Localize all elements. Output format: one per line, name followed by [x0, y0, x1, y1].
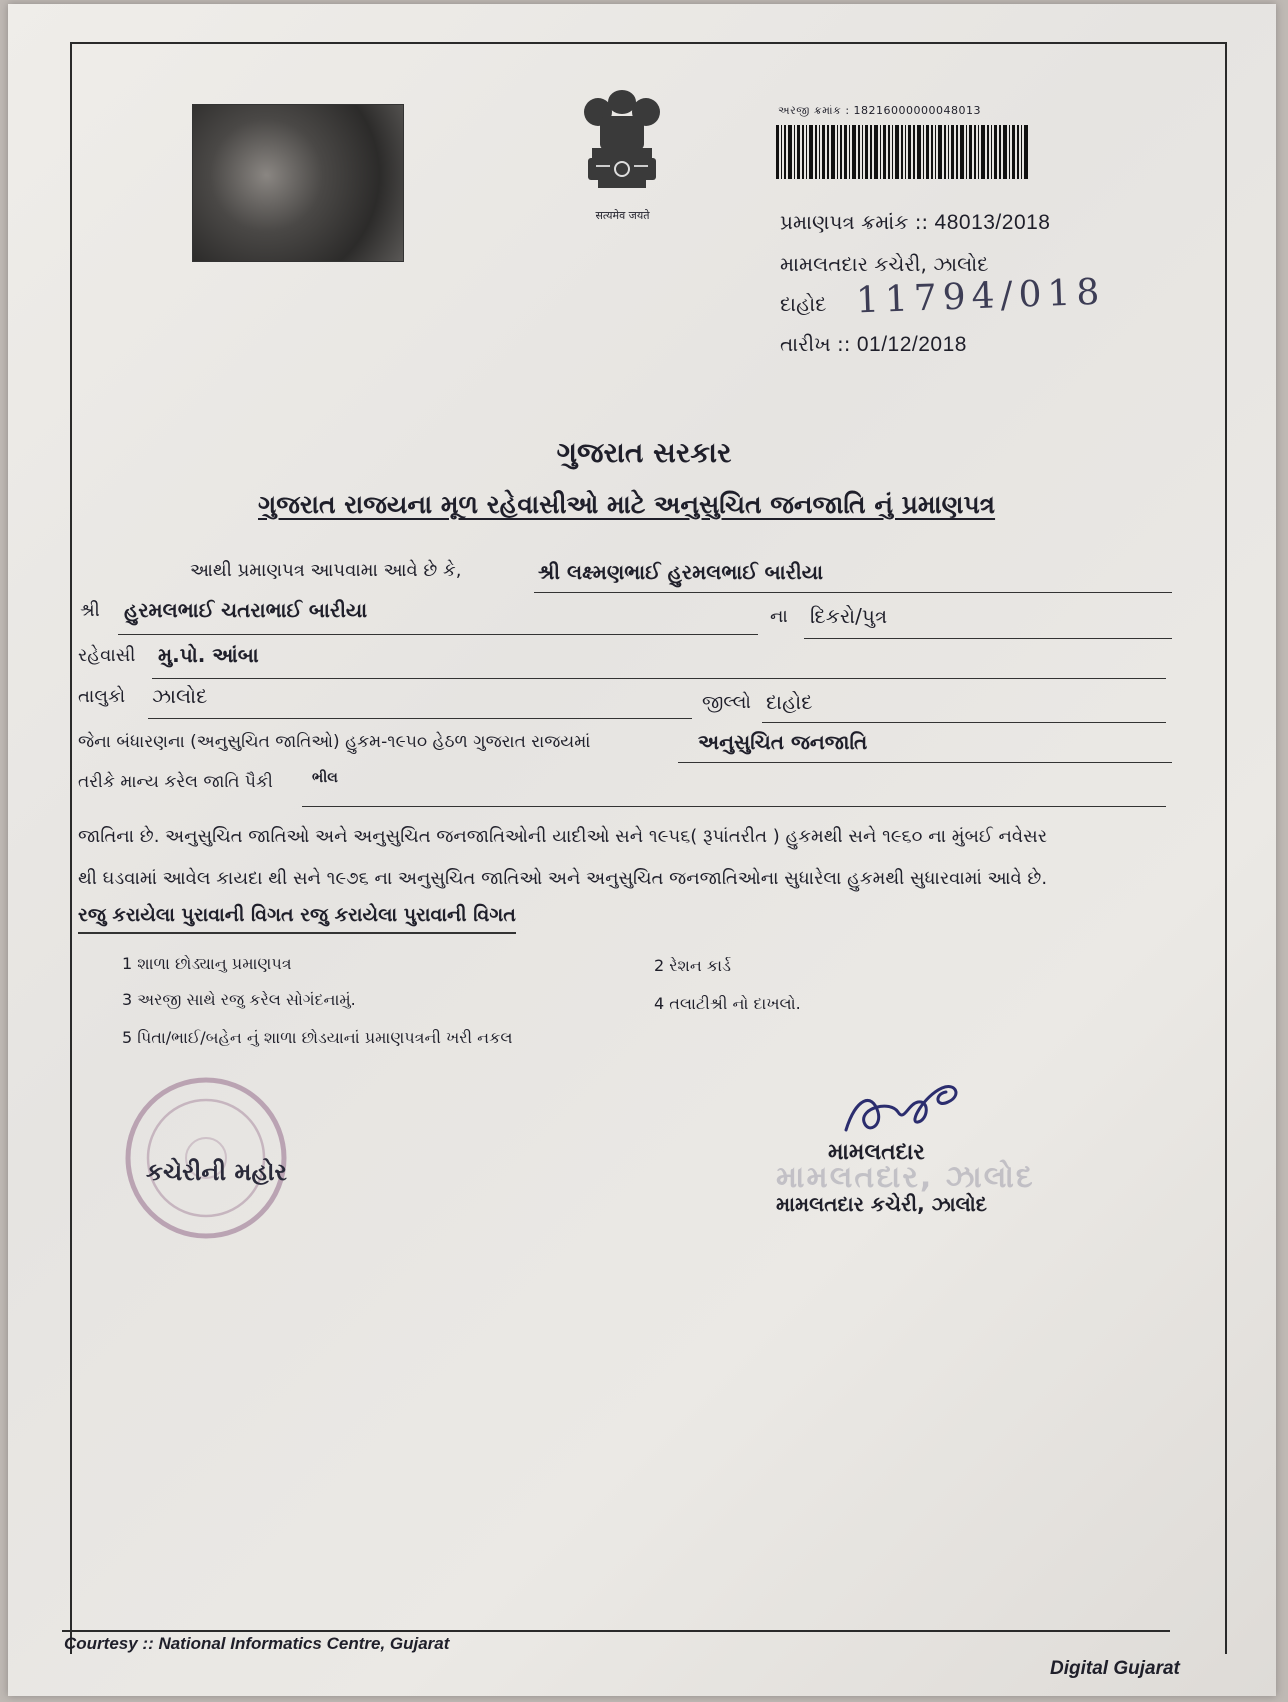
shri-label: શ્રી: [80, 600, 100, 621]
proof-item: 2 રેશન કાર્ડ: [654, 956, 731, 975]
category: અનુસુચિત જનજાતિ: [698, 730, 868, 754]
holder-name-line: [534, 592, 1172, 593]
proof-item: 3 અરજી સાથે રજુ કરેલ સોગંદનામું.: [122, 990, 356, 1009]
legal-paragraph-line-1: જાતિના છે. અનુસુચિત જાતિઓ અને અનુસુચિત જનજાતિઓની યાદીઓ સને ૧૯૫૬( રૂપાંતરીત ) હુકમથી સને ૧૯૬૦ ના મુંબઈ નવેસર: [78, 826, 1048, 847]
dahod-label: દાહોદ: [780, 292, 827, 316]
issue-date: 01/12/2018: [856, 333, 967, 356]
certificate-number: 48013/2018: [934, 211, 1051, 234]
resident-place: મુ.પો. આંબા: [158, 643, 259, 667]
officer-signature: [838, 1078, 968, 1148]
taluka-label: તાલુકો: [78, 686, 126, 707]
district-label: જીલ્લો: [702, 692, 751, 713]
digital-gujarat-label: Digital Gujarat: [1050, 1658, 1180, 1679]
office-seal-label: કચેરીની મહોર: [146, 1158, 287, 1186]
proof-item: 5 પિતા/ભાઈ/બહેન નું શાળા છોડયાનાં પ્રમાણપત્રની ખરી નકલ: [122, 1028, 513, 1047]
national-emblem-icon: [570, 86, 674, 202]
relation: દિકરો/પુત્ર: [810, 604, 888, 628]
relation-line: [804, 638, 1172, 639]
resident-line: [152, 678, 1166, 679]
caste-label: તરીકે માન્ય કરેલ જાતિ પૈકી: [78, 772, 273, 792]
officer-office: મામલતદાર કચેરી, ઝાલોદ: [776, 1192, 987, 1216]
office-line: મામલતદાર કચેરી, ઝાલોદ: [780, 252, 989, 276]
footer-rule: [62, 1630, 1170, 1632]
certificate-number-label: પ્રમાણપત્ર ક્રમાંક ::: [780, 210, 929, 234]
district-line: [762, 722, 1166, 723]
taluka-line: [148, 718, 692, 719]
taluka: ઝાલોદ: [152, 684, 208, 708]
na-label: ના: [770, 606, 788, 627]
category-line: [678, 762, 1172, 763]
father-name-line: [118, 634, 758, 635]
handwritten-inward-number: 11794/018: [855, 271, 1107, 322]
barcode-icon: [776, 125, 1028, 179]
holder-photo: [192, 104, 404, 262]
holder-name: શ્રી લક્ષ્મણભાઈ હુરમલભાઈ બારીયા: [538, 560, 823, 584]
order-text: જેના બંધારણના (અનુસુચિત જાતિઓ) હુકમ-૧૯૫૦ હેઠળ ગુજરાત રાજયમાં: [78, 732, 591, 752]
proof-item: 4 તલાટીશ્રી નો દાખલો.: [654, 994, 801, 1013]
proof-item: 1 શાળા છોડ્યાનુ પ્રમાણપત્ર: [122, 954, 292, 973]
intro-text: આથી પ્રમાણપત્ર આપવામા આવે છે કે,: [190, 560, 462, 581]
date-row: [780, 332, 967, 357]
application-number: અરજી ક્રમાંક : 18216000000048013: [778, 104, 982, 117]
courtesy-note: Courtesy :: National Informatics Centre, Gujarat: [64, 1634, 450, 1653]
certificate-number-row: [780, 210, 1050, 235]
resident-label: રહેવાસી: [78, 645, 136, 666]
father-name: હુરમલભાઈ ચતરાભાઈ બારીયા: [124, 598, 368, 622]
district: દાહોદ: [766, 690, 813, 714]
date-label: તારીખ ::: [780, 332, 851, 356]
officer-designation: મામલતદાર: [828, 1140, 925, 1165]
faint-rubber-stamp: મામલતદાર, ઝાલોદ: [776, 1160, 1035, 1195]
caste: ભીલ: [312, 770, 338, 786]
proof-heading: રજુ કરાયેલા પુરાવાની વિગત રજુ કરાયેલા પુરાવાની વિગત: [78, 904, 516, 934]
caste-line: [302, 806, 1166, 807]
legal-paragraph-line-2: થી ઘડવામાં આવેલ કાયદા થી સને ૧૯૭૬ ના અનુસુચિત જાતિઓ અને અનુસુચિત જનજાતિઓના સુધારેલા હુકમથી સુધારવામાં આવે છે.: [78, 868, 1048, 889]
government-title: ગુજરાત સરકાર: [556, 436, 732, 469]
emblem-motto: सत्यमेव जयते: [595, 209, 650, 222]
certificate-title: ગુજરાત રાજયના મૂળ રહેવાસીઓ માટે અનુસુચિત જનજાતિ નું પ્રમાણપત્ર: [258, 490, 996, 519]
